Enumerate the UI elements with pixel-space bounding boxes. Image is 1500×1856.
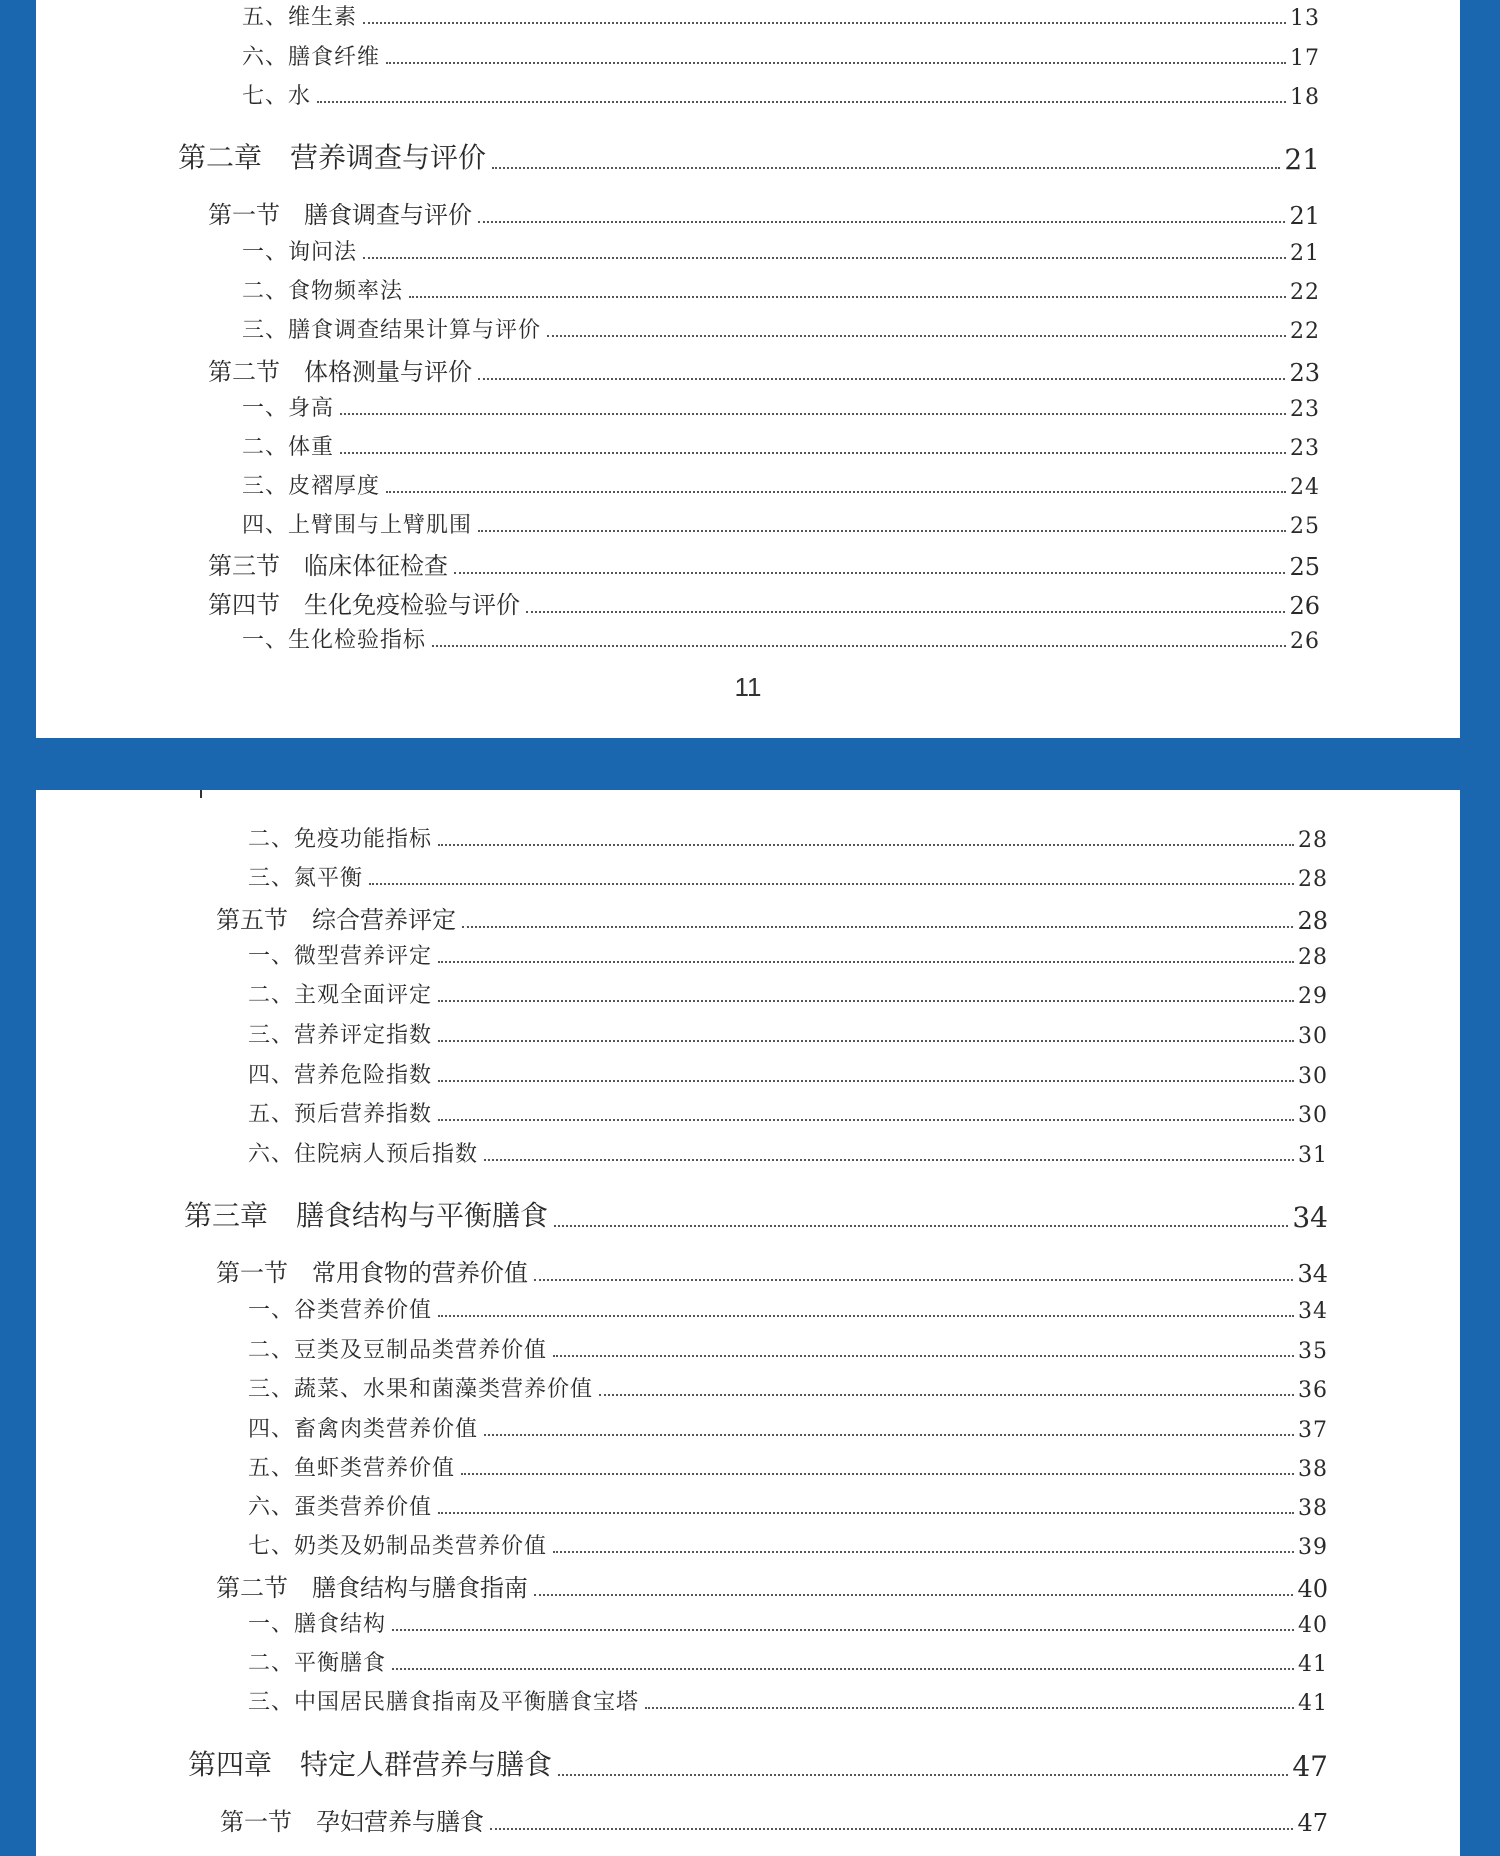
- toc-entry-page: 38: [1298, 1457, 1328, 1482]
- dot-leader: [478, 378, 1285, 380]
- dot-leader: [554, 1225, 1288, 1227]
- toc-chapter[interactable]: [188, 1743, 1328, 1783]
- toc-entry-page: 36: [1298, 1378, 1328, 1403]
- toc-entry-page: 23: [1290, 397, 1320, 422]
- dot-leader: [438, 1512, 1294, 1514]
- toc-entry-page: 28: [1298, 867, 1328, 892]
- dot-leader: [438, 1040, 1294, 1042]
- toc-entry-title: 三、皮褶厚度: [242, 474, 381, 499]
- toc-entry[interactable]: [248, 939, 1328, 970]
- toc-entry[interactable]: [242, 508, 1320, 539]
- toc-entry-title: 四、上臂围与上臂肌围: [242, 513, 473, 538]
- toc-entry-title: 七、水: [242, 84, 312, 109]
- toc-section[interactable]: [208, 585, 1320, 620]
- toc-entry-title: 一、谷类营养价值: [248, 1298, 433, 1323]
- dot-leader: [438, 1119, 1294, 1121]
- dot-leader: [461, 1473, 1294, 1475]
- toc-entry-page: 47: [1297, 1809, 1328, 1837]
- dot-leader: [478, 221, 1285, 223]
- toc-section-title: 第二节 膳食结构与膳食指南: [216, 1574, 528, 1602]
- dot-leader: [438, 961, 1294, 963]
- dot-leader: [392, 1629, 1294, 1631]
- dot-leader: [454, 572, 1285, 574]
- toc-entry-page: 24: [1290, 475, 1320, 500]
- scan-mark: [200, 790, 202, 798]
- toc-entry-page: 22: [1290, 280, 1320, 305]
- toc-entry-title: 五、维生素: [242, 5, 358, 30]
- toc-entry-title: 一、询问法: [242, 240, 358, 265]
- toc-entry[interactable]: [248, 1607, 1328, 1638]
- toc-entry-title: 二、体重: [242, 435, 335, 460]
- toc-entry[interactable]: [242, 391, 1320, 422]
- toc-entry-page: 38: [1298, 1496, 1328, 1521]
- toc-chapter-title: 第四章 特定人群营养与膳食: [188, 1748, 553, 1781]
- dot-leader: [386, 491, 1286, 493]
- dot-leader: [553, 1355, 1294, 1357]
- toc-entry-title: 二、食物频率法: [242, 279, 404, 304]
- toc-entry[interactable]: [242, 469, 1320, 500]
- toc-entry-title: 五、预后营养指数: [248, 1102, 433, 1127]
- page-number: 11: [734, 672, 762, 702]
- dot-leader: [490, 1828, 1293, 1830]
- toc-chapter-title: 第二章 营养调查与评价: [178, 141, 487, 174]
- toc-entry[interactable]: [248, 822, 1328, 853]
- toc-entry-page: 26: [1289, 592, 1320, 620]
- toc-page-2: [36, 790, 1460, 1856]
- toc-entry-page: 28: [1298, 945, 1328, 970]
- toc-entry[interactable]: [248, 1451, 1328, 1482]
- toc-entry-page: 34: [1298, 1299, 1328, 1324]
- toc-entry-title: 六、住院病人预后指数: [248, 1142, 479, 1167]
- toc-entry[interactable]: [248, 1058, 1328, 1089]
- dot-leader: [462, 926, 1293, 928]
- toc-entry[interactable]: [242, 313, 1320, 344]
- toc-entry-page: 21: [1289, 202, 1320, 230]
- dot-leader: [438, 1315, 1294, 1317]
- toc-entry-title: 三、膳食调查结果计算与评价: [242, 318, 542, 343]
- toc-entry-title: 五、鱼虾类营养价值: [248, 1456, 456, 1481]
- toc-entry[interactable]: [248, 978, 1328, 1009]
- toc-entry-title: 一、身高: [242, 396, 335, 421]
- toc-section-title: 第一节 膳食调查与评价: [208, 201, 472, 229]
- toc-entry-page: 28: [1297, 907, 1328, 935]
- toc-section[interactable]: [208, 195, 1320, 230]
- toc-entry[interactable]: [242, 274, 1320, 305]
- toc-entry-title: 三、营养评定指数: [248, 1023, 433, 1048]
- toc-entry[interactable]: [248, 861, 1328, 892]
- toc-entry-title: 六、膳食纤维: [242, 45, 381, 70]
- toc-section[interactable]: [220, 1802, 1328, 1837]
- toc-entry-page: 31: [1298, 1143, 1328, 1168]
- toc-entry[interactable]: [248, 1412, 1328, 1443]
- dot-leader: [484, 1159, 1294, 1161]
- toc-entry-page: 25: [1290, 514, 1320, 539]
- toc-entry-page: 40: [1297, 1575, 1328, 1603]
- toc-entry-title: 三、蔬菜、水果和菌藻类营养价值: [248, 1377, 594, 1402]
- toc-entry[interactable]: [248, 1097, 1328, 1128]
- dot-leader: [558, 1774, 1288, 1776]
- toc-entry-title: 二、免疫功能指标: [248, 827, 433, 852]
- toc-entry-title: 一、膳食结构: [248, 1612, 387, 1637]
- toc-section[interactable]: [208, 352, 1320, 387]
- toc-entry-title: 六、蛋类营养价值: [248, 1495, 433, 1520]
- dot-leader: [363, 22, 1286, 24]
- toc-section-title: 第二节 体格测量与评价: [208, 358, 472, 386]
- toc-entry[interactable]: [242, 40, 1320, 71]
- dot-leader: [363, 257, 1286, 259]
- toc-entry-page: 34: [1292, 1201, 1328, 1234]
- dot-leader: [438, 1000, 1294, 1002]
- dot-leader: [645, 1707, 1294, 1709]
- dot-leader: [478, 530, 1286, 532]
- dot-leader: [386, 62, 1286, 64]
- toc-section[interactable]: [216, 1568, 1328, 1603]
- toc-entry[interactable]: [248, 1646, 1328, 1677]
- toc-entry[interactable]: [248, 1293, 1328, 1324]
- dot-leader: [534, 1594, 1293, 1596]
- dot-leader: [553, 1551, 1294, 1553]
- toc-section-title: 第五节 综合营养评定: [216, 906, 456, 934]
- dot-leader: [369, 883, 1294, 885]
- toc-entry-page: 30: [1298, 1024, 1328, 1049]
- dot-leader: [526, 611, 1285, 613]
- toc-entry-page: 35: [1298, 1339, 1328, 1364]
- toc-entry-page: 37: [1298, 1418, 1328, 1443]
- toc-entry[interactable]: [248, 1137, 1328, 1168]
- toc-entry-page: 34: [1297, 1260, 1328, 1288]
- toc-entry[interactable]: [242, 79, 1320, 110]
- toc-section[interactable]: [216, 1253, 1328, 1288]
- toc-section-title: 第四节 生化免疫检验与评价: [208, 591, 520, 619]
- toc-entry[interactable]: [248, 1685, 1328, 1716]
- toc-chapter[interactable]: [184, 1194, 1328, 1234]
- dot-leader: [432, 645, 1286, 647]
- dot-leader: [599, 1394, 1294, 1396]
- toc-entry-page: 23: [1289, 359, 1320, 387]
- toc-page-1: [36, 0, 1460, 738]
- toc-section[interactable]: [216, 900, 1328, 935]
- toc-entry-page: 30: [1298, 1064, 1328, 1089]
- toc-chapter-title: 第三章 膳食结构与平衡膳食: [184, 1199, 549, 1232]
- toc-entry-title: 二、豆类及豆制品类营养价值: [248, 1338, 548, 1363]
- toc-entry-page: 25: [1289, 553, 1320, 581]
- toc-entry-page: 26: [1290, 629, 1320, 654]
- toc-entry[interactable]: [242, 430, 1320, 461]
- toc-entry-page: 41: [1298, 1652, 1328, 1677]
- dot-leader: [534, 1279, 1293, 1281]
- toc-entry-title: 三、氮平衡: [248, 866, 364, 891]
- toc-entry[interactable]: [248, 1018, 1328, 1049]
- toc-entry-page: 40: [1298, 1613, 1328, 1638]
- toc-entry-title: 二、主观全面评定: [248, 983, 433, 1008]
- toc-entry-page: 21: [1290, 241, 1320, 266]
- toc-entry-title: 一、生化检验指标: [242, 628, 427, 653]
- toc-chapter[interactable]: [178, 136, 1320, 176]
- dot-leader: [409, 296, 1286, 298]
- toc-entry-page: 41: [1298, 1691, 1328, 1716]
- toc-entry[interactable]: [248, 1333, 1328, 1364]
- toc-section-title: 第一节 孕妇营养与膳食: [220, 1808, 484, 1836]
- dot-leader: [392, 1668, 1294, 1670]
- toc-section-title: 第一节 常用食物的营养价值: [216, 1259, 528, 1287]
- dot-leader: [340, 413, 1286, 415]
- toc-entry[interactable]: [248, 1529, 1328, 1560]
- toc-entry[interactable]: [248, 1372, 1328, 1403]
- toc-entry[interactable]: [242, 623, 1320, 654]
- toc-entry-page: 28: [1298, 828, 1328, 853]
- toc-entry[interactable]: [242, 235, 1320, 266]
- toc-entry-title: 七、奶类及奶制品类营养价值: [248, 1534, 548, 1559]
- toc-entry-page: 22: [1290, 319, 1320, 344]
- toc-entry-page: 47: [1292, 1750, 1328, 1783]
- toc-entry-title: 一、微型营养评定: [248, 944, 433, 969]
- toc-entry-page: 23: [1290, 436, 1320, 461]
- toc-section-title: 第三节 临床体征检查: [208, 552, 448, 580]
- toc-entry-title: 四、畜禽肉类营养价值: [248, 1417, 479, 1442]
- toc-entry-title: 四、营养危险指数: [248, 1063, 433, 1088]
- dot-leader: [438, 844, 1294, 846]
- dot-leader: [438, 1080, 1294, 1082]
- toc-entry-title: 二、平衡膳食: [248, 1651, 387, 1676]
- toc-entry-title: 三、中国居民膳食指南及平衡膳食宝塔: [248, 1690, 640, 1715]
- toc-entry-page: 13: [1290, 6, 1320, 31]
- dot-leader: [340, 452, 1286, 454]
- toc-entry-page: 30: [1298, 1103, 1328, 1128]
- toc-entry-page: 18: [1290, 85, 1320, 110]
- toc-entry[interactable]: [248, 1490, 1328, 1521]
- toc-entry-page: 29: [1298, 984, 1328, 1009]
- dot-leader: [484, 1434, 1294, 1436]
- toc-entry-page: 39: [1298, 1535, 1328, 1560]
- toc-entry-page: 17: [1290, 46, 1320, 71]
- dot-leader: [317, 101, 1286, 103]
- dot-leader: [547, 335, 1286, 337]
- dot-leader: [492, 167, 1280, 169]
- toc-entry[interactable]: [242, 0, 1320, 31]
- toc-section[interactable]: [208, 546, 1320, 581]
- toc-entry-page: 21: [1284, 143, 1320, 176]
